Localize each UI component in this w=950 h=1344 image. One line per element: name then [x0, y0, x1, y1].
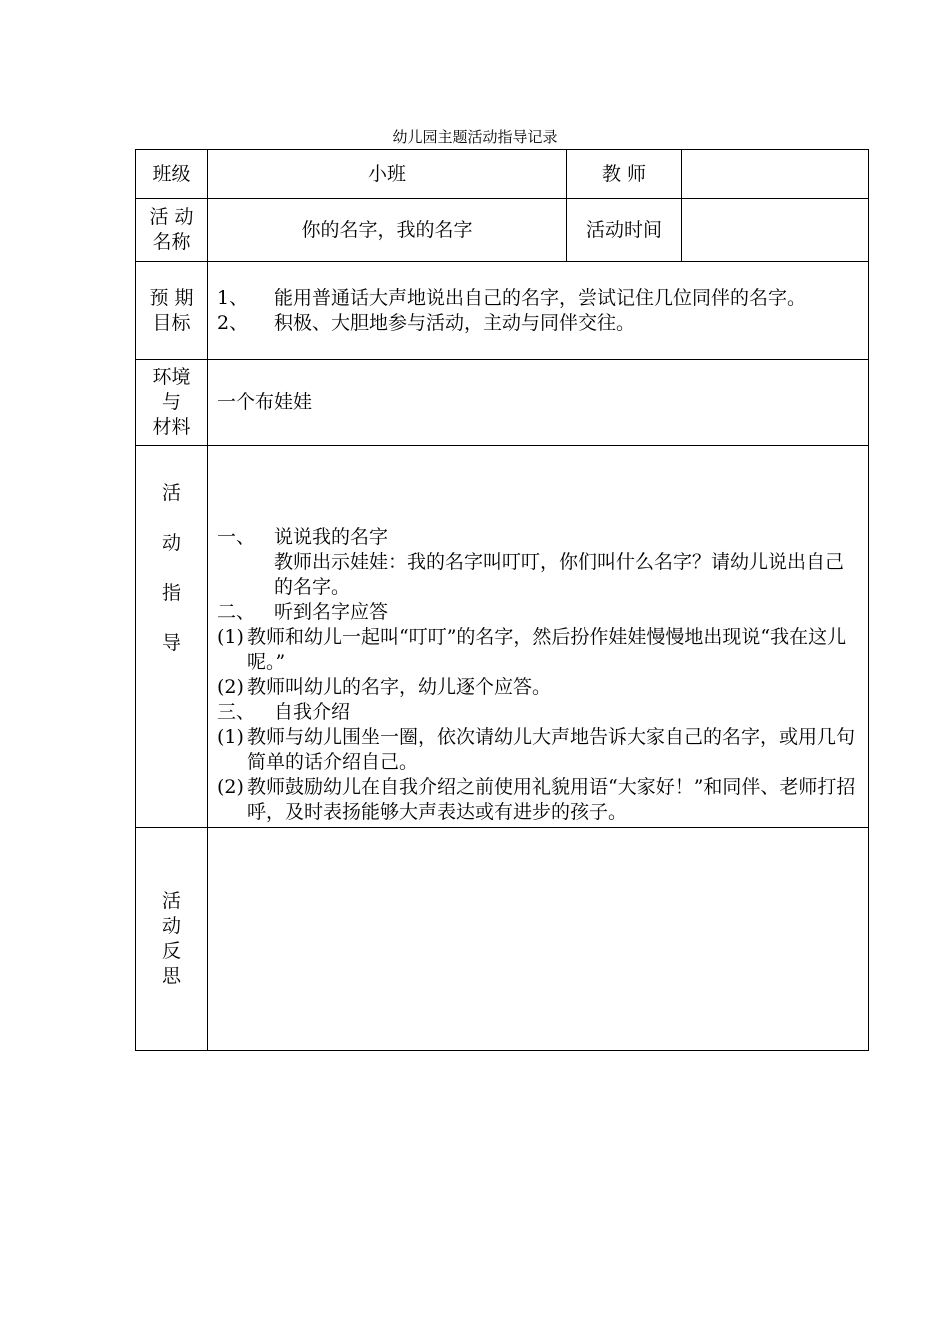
activity-name-label: [136, 199, 208, 262]
document-title: 幼儿园主题活动指导记录: [392, 128, 558, 146]
materials-label-line3: 材料: [152, 416, 191, 438]
step-title: 听到名字应答: [274, 601, 389, 623]
sub-item-number: (2): [217, 776, 244, 798]
reflection-label-char2: 动: [161, 915, 181, 937]
goals-label: [136, 262, 208, 360]
row-reflection: [136, 828, 869, 1051]
guide-content: [208, 446, 869, 828]
reflection-label-char4: 思: [161, 965, 181, 987]
step-number: 一、: [217, 526, 256, 548]
guide-label-char2: 动: [161, 532, 181, 554]
activity-time-label: 活动时间: [567, 199, 682, 262]
row-activity-name: [136, 199, 869, 262]
row-guide: [136, 446, 869, 828]
reflection-label-char1: 活: [161, 890, 181, 912]
class-label: 班级: [136, 150, 208, 199]
guide-sub-item: [217, 675, 860, 700]
row-materials: [136, 360, 869, 446]
row-class: [136, 150, 869, 199]
sub-item-number: (1): [217, 726, 244, 748]
materials-label-line1: 环境: [152, 366, 191, 388]
reflection-label-char3: 反: [161, 940, 181, 962]
class-value: 小班: [208, 150, 567, 199]
sub-item-text: 教师与幼儿围坐一圈，依次请幼儿大声地告诉大家自己的名字，或用几句简单的话介绍自己。: [247, 726, 856, 773]
materials-label-line2: 与: [161, 391, 181, 413]
step-title: 说说我的名字: [274, 526, 389, 548]
sub-item-text: 教师和幼儿一起叫“叮叮”的名字，然后扮作娃娃慢慢地出现说“我在这儿呢。”: [247, 626, 847, 673]
guide-sub-item: [217, 725, 860, 775]
guide-step-heading: [217, 600, 860, 625]
teacher-value: [682, 150, 869, 199]
goals-label-line2: 目标: [152, 311, 191, 334]
activity-name-label-line2: 名称: [152, 231, 191, 253]
sub-item-text: 教师鼓励幼儿在自我介绍之前使用礼貌用语“大家好！”和同伴、老师打招呼，及时表扬能够大声表达或有进步的孩子。: [247, 776, 856, 823]
guide-label-char1: 活: [161, 482, 181, 504]
step-title: 自我介绍: [274, 701, 351, 723]
sub-item-text: 教师叫幼儿的名字，幼儿逐个应答。: [247, 676, 552, 698]
step-number: 二、: [217, 601, 256, 623]
step-description: 教师出示娃娃：我的名字叫叮叮，你们叫什么名字？请幼儿说出自己的名字。: [274, 551, 845, 598]
teacher-label: 教 师: [567, 150, 682, 199]
sub-item-number: (2): [217, 676, 244, 698]
step-number: 三、: [217, 701, 256, 723]
goal-number: 2、: [217, 311, 249, 334]
guide-sub-item: [217, 775, 860, 825]
guide-label-char3: 指: [161, 582, 181, 604]
materials-value: 一个布娃娃: [208, 360, 869, 446]
activity-time-value: [682, 199, 869, 262]
goal-number: 1、: [217, 286, 249, 309]
materials-label: [136, 360, 208, 446]
goals-content: [208, 262, 869, 360]
sub-item-number: (1): [217, 626, 244, 648]
guide-step-heading: [217, 700, 860, 725]
guide-step-heading: [217, 525, 860, 550]
goal-text: 积极、大胆地参与活动，主动与同伴交往。: [274, 311, 636, 334]
reflection-label: [136, 828, 208, 1051]
activity-name-label-line1: 活 动: [149, 206, 194, 228]
goal-text: 能用普通话大声地说出自己的名字，尝试记住几位同伴的名字。: [274, 286, 807, 309]
goal-item: [217, 311, 860, 336]
activity-record-table: [135, 149, 869, 1051]
activity-name-value: 你的名字，我的名字: [208, 199, 567, 262]
goal-item: [217, 286, 860, 311]
guide-label-char4: 导: [161, 632, 181, 654]
row-goals: [136, 262, 869, 360]
reflection-value: [208, 828, 869, 1051]
guide-sub-item: [217, 625, 860, 675]
guide-label: [136, 446, 208, 828]
goals-label-line1: 预 期: [149, 286, 194, 309]
